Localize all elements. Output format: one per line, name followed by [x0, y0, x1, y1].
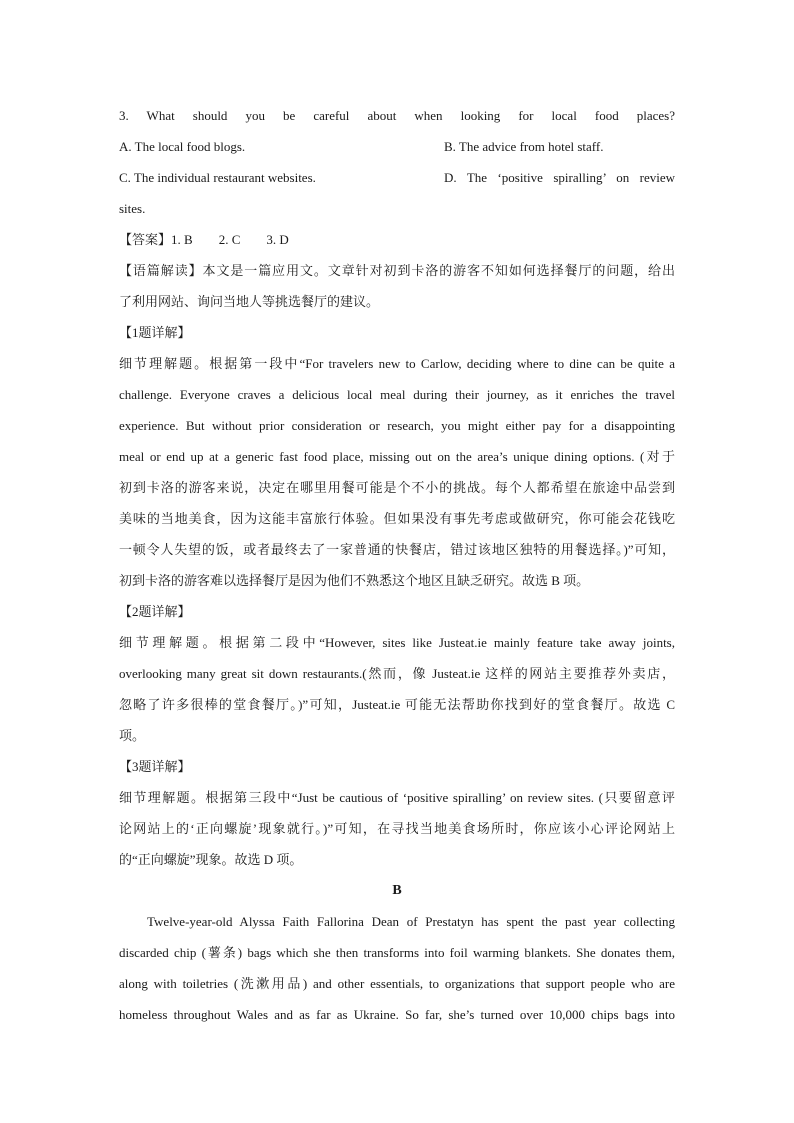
answer-line [119, 224, 675, 255]
explanation-1-line: 初到卡洛的游客难以选择餐厅是因为他们不熟悉这个地区且缺乏研究。故选 B 项。 [119, 573, 590, 588]
explanation-3-line: 的“正向螺旋”现象。故选 D 项。 [119, 852, 303, 867]
explanation-3-line: 论网站上的‘正向螺旋’现象就行。)”可知，在寻找当地美食场所时，你应该小心评论网站上 [119, 821, 675, 836]
answer-label: 【答案】 [119, 232, 172, 247]
explanation-2-line: 细节理解题。根据第二段中“However, sites like Justeat.ie mainly feature take away joints, [119, 635, 675, 650]
explanation-2-heading: 【2题详解】 [119, 604, 191, 619]
explanation-1-line: challenge. Everyone craves a delicious local meal during their journey, as it enriches the travel [119, 387, 675, 402]
question-3-stem: 3. What should you be careful about when looking for local food places? [119, 108, 675, 123]
explanation-2-line: 项。 [119, 728, 146, 743]
option-c: C. The individual restaurant websites. [119, 170, 316, 185]
passage-b-line: Twelve-year-old Alyssa Faith Fallorina Dean of Prestatyn has spent the past year collecting [147, 914, 675, 929]
explanation-1-line: 初到卡洛的游客来说，决定在哪里用餐可能是个不小的挑战。每个人都希望在旅途中品尝到 [119, 480, 675, 495]
explanation-1-line: 细节理解题。根据第一段中“For travelers new to Carlow, deciding where to dine can be quite a [119, 356, 675, 371]
answer-1: 1. B [171, 232, 193, 247]
question-3-options-row-2 [119, 162, 675, 193]
explanation-3-heading: 【3题详解】 [119, 759, 191, 774]
explanation-3-line: 细节理解题。根据第三段中“Just be cautious of ‘positive spiralling’ on review sites. (只要留意评 [119, 790, 675, 805]
explanation-1-line: meal or end up at a generic fast food place, missing out on the area’s unique dining options. (对于 [119, 449, 675, 464]
passage-b-letter: B [392, 883, 402, 898]
option-d-continued: sites. [119, 201, 146, 216]
answer-2: 2. C [218, 232, 241, 247]
explanation-1-heading: 【1题详解】 [119, 325, 191, 340]
passage-b-line: discarded chip (薯条) bags which she then transforms into foil warming blankets. She donates them, [119, 945, 675, 960]
passage-b-line: homeless throughout Wales and as far as Ukraine. So far, she’s turned over 10,000 chips bags into [119, 1007, 675, 1022]
explanation-1-line: 一顿令人失望的饭，或者最终去了一家普通的快餐店，错过该地区独特的用餐选择。)”可知， [119, 542, 675, 557]
reading-interpretation-line: 【语篇解读】本文是一篇应用文。文章针对初到卡洛的游客不知如何选择餐厅的问题，给出 [119, 263, 675, 278]
passage-b-line: along with toiletries (洗漱用品) and other essentials, to organizations that support people who are [119, 976, 675, 991]
answer-3: 3. D [266, 232, 289, 247]
explanation-1-line: experience. But without prior consideration or research, you might either pay for a disappointing [119, 418, 675, 433]
option-d: D. The ‘positive spiralling’ on review [444, 170, 675, 185]
explanation-2-line: 忽略了许多很棒的堂食餐厅。)”可知，Justeat.ie 可能无法帮助你找到好的堂食餐厅。故选 C [119, 697, 675, 712]
page-content [119, 100, 675, 1030]
explanation-2-line: overlooking many great sit down restaurants.(然而，像 Justeat.ie 这样的网站主要推荐外卖店， [119, 666, 675, 681]
reading-interpretation-line: 了利用网站、询问当地人等挑选餐厅的建议。 [119, 294, 380, 309]
question-3-options-row-1 [119, 131, 675, 162]
option-a: A. The local food blogs. [119, 139, 246, 154]
option-b: B. The advice from hotel staff. [444, 139, 604, 154]
explanation-1-line: 美味的当地美食，因为这能丰富旅行体验。但如果没有事先考虑或做研究，你可能会花钱吃 [119, 511, 675, 526]
